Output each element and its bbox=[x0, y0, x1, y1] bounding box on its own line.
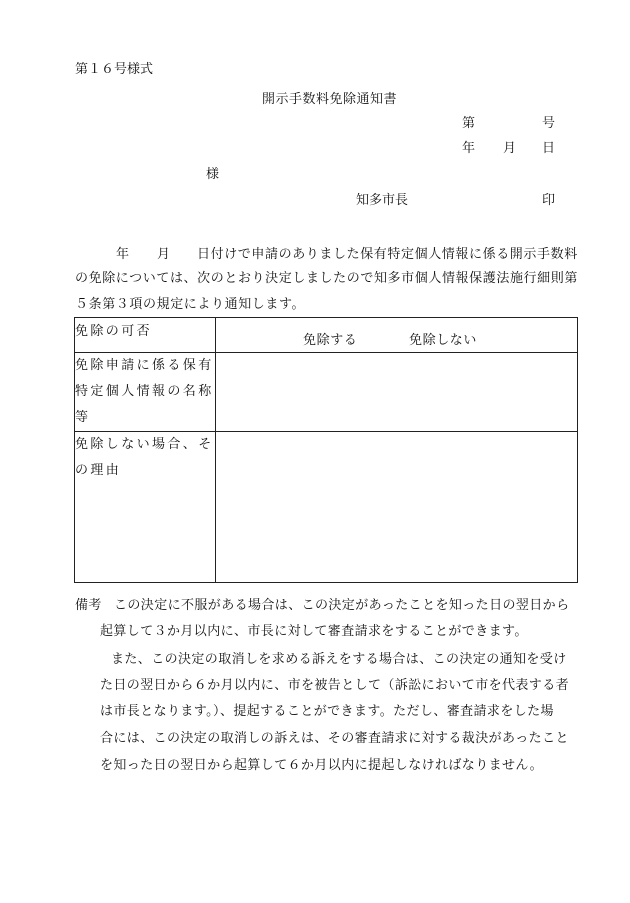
exempt-option[interactable]: 免除する bbox=[303, 333, 358, 348]
document-title: 開示手数料免除通知書 bbox=[262, 92, 398, 107]
remarks-line-6: 合には、この決定の取消しの訴えは、その審査請求に対する裁決があったこと bbox=[100, 731, 569, 746]
issuer-name: 知多市長 bbox=[356, 193, 409, 208]
document-number-label: 第 bbox=[462, 116, 476, 131]
form-number: 第１６号様式 bbox=[75, 62, 154, 77]
document-number-suffix: 号 bbox=[542, 116, 556, 131]
table-row-exemption-decision bbox=[75, 318, 578, 353]
body-line-3: ５条第３項の規定により通知します。 bbox=[75, 297, 306, 312]
table-row-information-name bbox=[75, 353, 578, 432]
exemption-decision-cell bbox=[216, 318, 578, 353]
addressee-honorific: 様 bbox=[206, 167, 220, 182]
remarks-line-4: た日の翌日から６か月以内に、市を被告として（訴訟において市を代表する者 bbox=[100, 678, 570, 693]
remarks-line-3: また、この決定の取消しを求める訴えをする場合は、この決定の通知を受け bbox=[111, 652, 567, 667]
reason-field[interactable] bbox=[216, 432, 578, 583]
remarks-line-2: 起算して３か月以内に、市長に対して審査請求をすることができます。 bbox=[100, 624, 528, 639]
information-name-field[interactable] bbox=[216, 353, 578, 432]
body-line-2: の免除については、次のとおり決定しましたので知多市個人情報保護法施行細則第 bbox=[75, 271, 578, 286]
not-exempt-option[interactable]: 免除しない bbox=[409, 333, 478, 348]
seal-mark: 印 bbox=[542, 193, 556, 208]
remarks-line-7: を知った日の翌日から起算して６か月以内に提起しなければなりません。 bbox=[100, 758, 543, 773]
issue-date-year: 年 bbox=[462, 141, 476, 156]
information-name-label: 免除申請に係る保有特定個人情報の名称等 bbox=[75, 353, 216, 432]
reason-label: 免除しない場合、その理由 bbox=[75, 432, 216, 583]
issue-date-day: 日 bbox=[542, 141, 556, 156]
exemption-decision-label: 免除の可否 bbox=[75, 318, 216, 353]
issue-date-month: 月 bbox=[503, 141, 517, 156]
remarks-line-5: は市長となります。）、提起することができます。ただし、審査請求をした場 bbox=[100, 704, 554, 719]
remarks-line-1: この決定に不服がある場合は、この決定があったことを知った日の翌日から bbox=[114, 598, 570, 613]
table-row-reason bbox=[75, 432, 578, 583]
remarks-heading: 備考 bbox=[75, 598, 102, 613]
body-text-1: 日付けで申請のありました保有特定個人情報に係る開示手数料 bbox=[197, 247, 578, 262]
application-date-month: 月 bbox=[157, 247, 171, 262]
application-date-year: 年 bbox=[116, 247, 130, 262]
exemption-table bbox=[74, 317, 578, 583]
